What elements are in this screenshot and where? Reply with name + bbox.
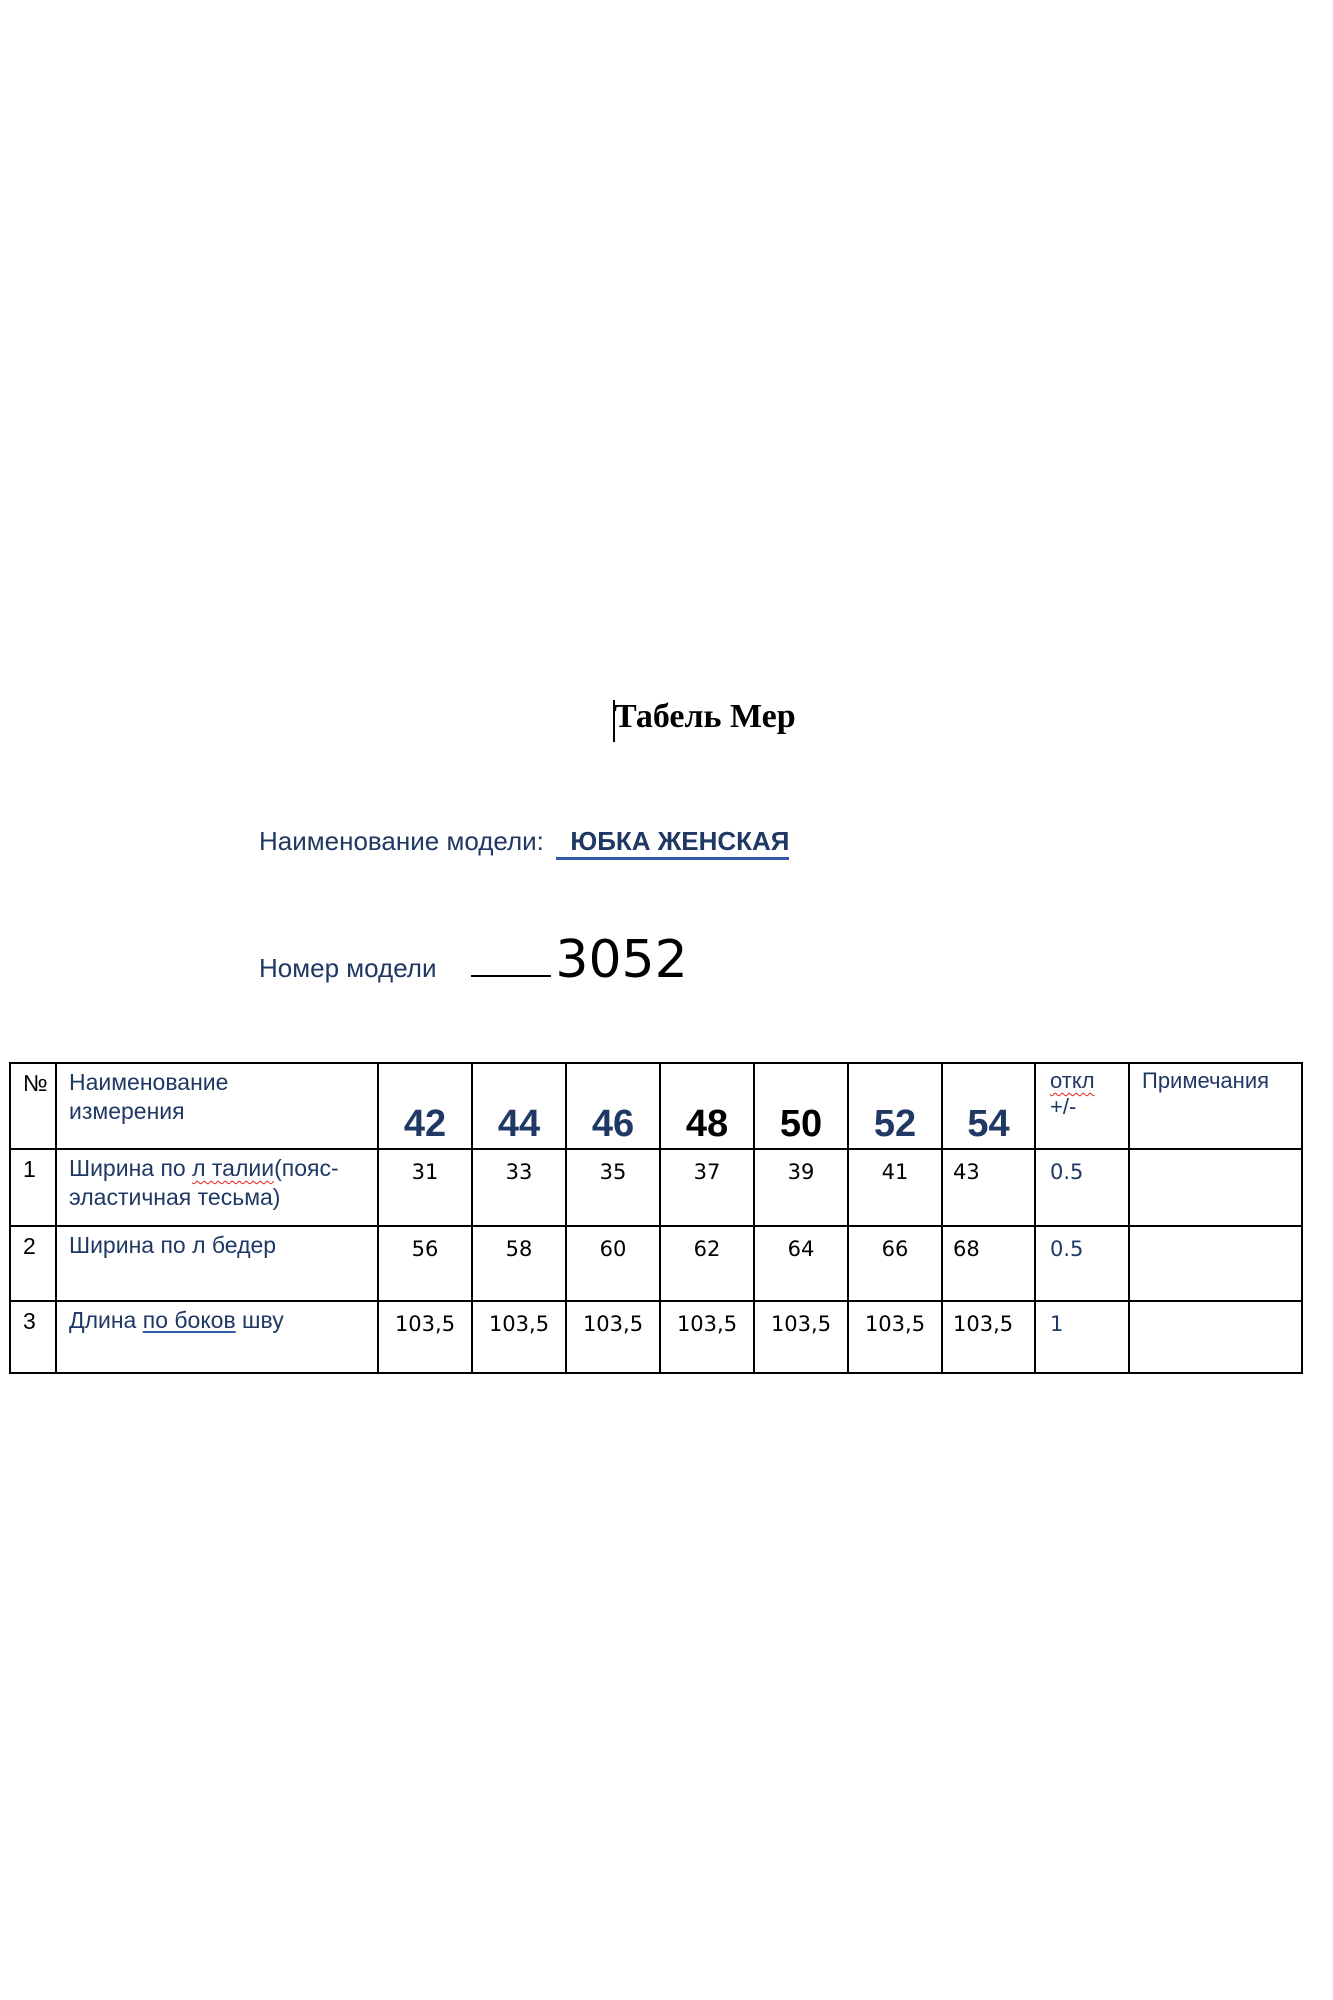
header-tolerance-line1: откл	[1050, 1068, 1095, 1093]
row-value: 58	[472, 1226, 566, 1301]
row-value: 31	[378, 1149, 472, 1226]
row-measurement-name	[56, 1301, 378, 1373]
row-name-part: Длина	[69, 1307, 143, 1333]
row-name-spellcheck: л талии	[192, 1155, 275, 1181]
header-measurement-name	[56, 1063, 378, 1149]
row-value: 35	[566, 1149, 660, 1226]
row-value: 66	[848, 1226, 942, 1301]
header-name-line2: измерения	[69, 1098, 185, 1124]
model-name-label: Наименование модели:	[259, 826, 544, 856]
header-size: 44	[472, 1063, 566, 1149]
row-value: 43	[942, 1149, 1035, 1226]
row-value: 41	[848, 1149, 942, 1226]
header-size: 54	[942, 1063, 1035, 1149]
table-row	[10, 1226, 1302, 1301]
header-num: №	[10, 1063, 56, 1149]
row-tolerance: 0.5	[1035, 1226, 1129, 1301]
row-num: 3	[10, 1301, 56, 1373]
model-number-field	[259, 930, 688, 990]
row-notes	[1129, 1226, 1302, 1301]
row-name-part: шву	[235, 1307, 284, 1333]
model-number-label: Номер модели	[259, 953, 437, 983]
header-tolerance-line2: +/-	[1050, 1094, 1077, 1119]
row-value: 103,5	[566, 1301, 660, 1373]
header-tolerance	[1035, 1063, 1129, 1149]
measurements-table	[9, 1062, 1303, 1374]
document-title: Табель Мер	[614, 698, 796, 735]
header-notes: Примечания	[1129, 1063, 1302, 1149]
header-size: 52	[848, 1063, 942, 1149]
header-name-line1: Наименование	[69, 1069, 229, 1095]
table-row	[10, 1149, 1302, 1226]
row-name-part: Ширина по	[69, 1155, 193, 1181]
model-number-value: 3052	[555, 930, 688, 990]
row-value: 103,5	[378, 1301, 472, 1373]
row-value: 56	[378, 1226, 472, 1301]
row-value: 103,5	[942, 1301, 1035, 1373]
header-size: 50	[754, 1063, 848, 1149]
row-notes	[1129, 1149, 1302, 1226]
table-header-row	[10, 1063, 1302, 1149]
row-value: 68	[942, 1226, 1035, 1301]
model-number-blank-line	[471, 975, 551, 977]
header-size: 46	[566, 1063, 660, 1149]
row-value: 103,5	[660, 1301, 754, 1373]
row-tolerance: 0.5	[1035, 1149, 1129, 1226]
row-value: 33	[472, 1149, 566, 1226]
header-size: 42	[378, 1063, 472, 1149]
row-name-line2: эластичная тесьма)	[69, 1184, 281, 1210]
row-value: 60	[566, 1226, 660, 1301]
row-value: 103,5	[848, 1301, 942, 1373]
header-size: 48	[660, 1063, 754, 1149]
model-name-field	[259, 826, 789, 860]
row-tolerance: 1	[1035, 1301, 1129, 1373]
row-value: 103,5	[472, 1301, 566, 1373]
row-num: 2	[10, 1226, 56, 1301]
row-value: 103,5	[754, 1301, 848, 1373]
row-value: 62	[660, 1226, 754, 1301]
row-value: 37	[660, 1149, 754, 1226]
row-measurement-name: Ширина по л бедер	[56, 1226, 378, 1301]
table-row	[10, 1301, 1302, 1373]
model-name-value: ЮБКА ЖЕНСКАЯ	[556, 826, 789, 860]
row-name-underlined: по боков	[142, 1307, 236, 1333]
row-measurement-name	[56, 1149, 378, 1226]
row-num: 1	[10, 1149, 56, 1226]
row-name-part: (пояс-	[274, 1155, 339, 1181]
row-notes	[1129, 1301, 1302, 1373]
row-value: 39	[754, 1149, 848, 1226]
row-value: 64	[754, 1226, 848, 1301]
